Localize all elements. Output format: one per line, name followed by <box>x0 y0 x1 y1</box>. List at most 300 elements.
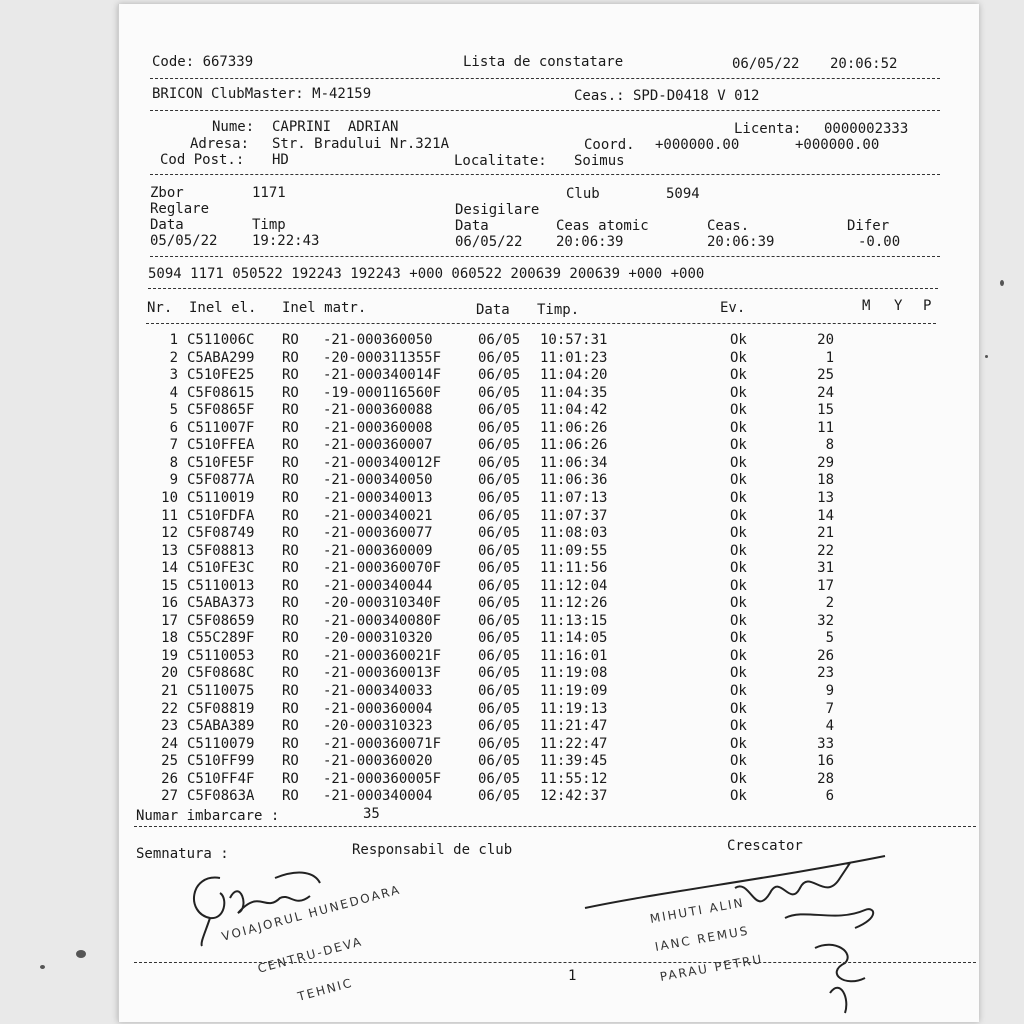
table-row <box>0 525 1024 542</box>
event-status: Ok <box>730 489 747 506</box>
ring-number: -21-000360077 <box>323 525 433 542</box>
position: 31 <box>817 560 834 577</box>
arrival-time: 11:06:36 <box>540 472 608 489</box>
event-status: Ok <box>730 647 747 664</box>
electronic-ring: C510FF4F <box>187 770 255 787</box>
position: 5 <box>825 630 834 647</box>
arrival-date: 06/05 <box>478 595 521 612</box>
license-number: 0000002333 <box>824 121 909 137</box>
stamp-left-line3: TEHNIC <box>296 975 355 1004</box>
event-status: Ok <box>730 349 747 366</box>
ring-number: -20-000310320 <box>323 630 433 647</box>
clock-label: Ceas. <box>707 218 750 234</box>
atomic-clock-time: 20:06:39 <box>556 234 624 250</box>
ring-number: -21-000360071F <box>323 735 442 752</box>
club-responsible-label: Responsabil de club <box>352 842 513 858</box>
ring-number: -21-000340012F <box>323 454 442 471</box>
event-status: Ok <box>730 437 747 454</box>
ring-country: RO <box>282 542 299 559</box>
ring-country: RO <box>282 332 299 348</box>
table-row <box>0 665 1024 682</box>
arrival-time: 11:07:37 <box>540 507 608 524</box>
ring-country: RO <box>282 489 299 506</box>
ring-number: -21-000360020 <box>323 753 433 770</box>
ring-number: -21-000340013 <box>323 489 433 506</box>
row-number: 19 <box>161 647 178 664</box>
arrival-time: 11:06:26 <box>540 419 608 436</box>
arrival-date: 06/05 <box>478 735 521 752</box>
ink-speck <box>76 950 86 958</box>
event-status: Ok <box>730 525 747 542</box>
arrival-date: 06/05 <box>478 367 521 384</box>
table-row <box>0 350 1024 367</box>
position: 7 <box>825 700 834 717</box>
col-ring-number: Inel matr. <box>282 300 367 316</box>
table-row <box>0 455 1024 472</box>
position: 22 <box>817 542 834 559</box>
electronic-ring: C5F08659 <box>187 612 255 629</box>
event-status: Ok <box>730 454 747 471</box>
electronic-ring: C5F0865F <box>187 402 255 419</box>
col-time: Timp. <box>537 302 580 318</box>
ring-country: RO <box>282 683 299 699</box>
stamp-left-line1: VOIAJORUL HUNEDOARA <box>220 882 403 944</box>
position: 9 <box>825 683 834 699</box>
arrival-date: 06/05 <box>478 542 521 559</box>
club-number: 5094 <box>666 186 700 202</box>
ring-number: -21-000340080F <box>323 612 442 629</box>
arrival-date: 06/05 <box>478 402 521 419</box>
arrival-date: 06/05 <box>478 489 521 506</box>
electronic-ring: C510FF99 <box>187 753 255 770</box>
row-number: 5 <box>169 402 178 419</box>
stamp-left-line2: CENTRU-DEVA <box>256 934 365 976</box>
event-status: Ok <box>730 542 747 559</box>
event-status: Ok <box>730 367 747 384</box>
unsealing-date-label: Data <box>455 218 489 234</box>
electronic-ring: C510FE3C <box>187 560 255 577</box>
arrival-date: 06/05 <box>478 454 521 471</box>
row-number: 16 <box>161 595 178 612</box>
setting-label: Reglare <box>150 201 210 217</box>
arrival-date: 06/05 <box>478 788 521 805</box>
arrival-time: 11:19:13 <box>540 700 608 717</box>
owner-name: CAPRINI ADRIAN <box>272 119 399 135</box>
arrival-time: 11:08:03 <box>540 525 608 542</box>
row-number: 2 <box>169 349 178 366</box>
ring-country: RO <box>282 788 299 805</box>
row-number: 18 <box>161 630 178 647</box>
position: 14 <box>817 507 834 524</box>
position: 21 <box>817 525 834 542</box>
arrival-time: 11:12:26 <box>540 595 608 612</box>
electronic-ring: C510FDFA <box>187 507 255 524</box>
arrival-time: 11:55:12 <box>540 770 608 787</box>
divider <box>150 174 940 175</box>
electronic-ring: C5F0863A <box>187 788 255 805</box>
ink-speck <box>985 355 988 358</box>
divider <box>146 323 936 324</box>
row-number: 13 <box>161 542 178 559</box>
table-row <box>0 472 1024 489</box>
ring-number: -21-000360004 <box>323 700 433 717</box>
setting-time-label: Timp <box>252 217 286 233</box>
electronic-ring: C510FFEA <box>187 437 255 454</box>
ring-number: -21-000340033 <box>323 683 433 699</box>
col-nr: Nr. <box>147 300 173 316</box>
ring-number: -21-000360050 <box>323 332 433 348</box>
flight-number: 1171 <box>252 185 286 201</box>
position: 20 <box>817 332 834 348</box>
ring-country: RO <box>282 525 299 542</box>
ring-number: -21-000360008 <box>323 419 433 436</box>
row-number: 26 <box>161 770 178 787</box>
boarding-label: Numar imbarcare : <box>136 808 280 824</box>
position: 24 <box>817 384 834 401</box>
table-row <box>0 630 1024 647</box>
event-status: Ok <box>730 735 747 752</box>
arrival-date: 06/05 <box>478 437 521 454</box>
arrival-date: 06/05 <box>478 384 521 401</box>
table-row <box>0 736 1024 753</box>
arrival-date: 06/05 <box>478 525 521 542</box>
arrival-date: 06/05 <box>478 419 521 436</box>
arrival-date: 06/05 <box>478 753 521 770</box>
arrival-time: 11:11:56 <box>540 560 608 577</box>
ring-number: -21-000360013F <box>323 665 442 682</box>
electronic-ring: C511006C <box>187 332 255 348</box>
event-status: Ok <box>730 718 747 735</box>
electronic-ring: C55C289F <box>187 630 255 647</box>
position: 1 <box>825 349 834 366</box>
event-status: Ok <box>730 560 747 577</box>
electronic-ring: C511007F <box>187 419 255 436</box>
ring-number: -21-000360070F <box>323 560 442 577</box>
table-row <box>0 648 1024 665</box>
electronic-ring: C5110013 <box>187 577 255 594</box>
divider <box>134 826 976 827</box>
position: 28 <box>817 770 834 787</box>
table-row <box>0 788 1024 805</box>
coord-label: Coord. <box>584 137 635 153</box>
divider <box>150 256 940 257</box>
ring-country: RO <box>282 665 299 682</box>
arrival-time: 11:09:55 <box>540 542 608 559</box>
divider <box>134 962 976 963</box>
ring-number: -21-000360009 <box>323 542 433 559</box>
clock-time: 20:06:39 <box>707 234 775 250</box>
electronic-ring: C5F0877A <box>187 472 255 489</box>
table-row <box>0 508 1024 525</box>
stamp-right-line1: MIHUTI ALIN <box>648 895 746 926</box>
ring-country: RO <box>282 595 299 612</box>
electronic-ring: C5F0868C <box>187 665 255 682</box>
breeder-label: Crescator <box>727 838 803 854</box>
row-number: 14 <box>161 560 178 577</box>
position: 26 <box>817 647 834 664</box>
owner-address: Str. Bradului Nr.321A <box>272 136 450 152</box>
ring-number: -21-000360007 <box>323 437 433 454</box>
postcode: HD <box>272 152 289 168</box>
row-number: 3 <box>169 367 178 384</box>
event-status: Ok <box>730 665 747 682</box>
arrival-date: 06/05 <box>478 700 521 717</box>
divider <box>150 110 940 111</box>
arrival-time: 11:14:05 <box>540 630 608 647</box>
electronic-ring: C5F08813 <box>187 542 255 559</box>
col-m: M <box>862 298 871 314</box>
event-status: Ok <box>730 683 747 699</box>
table-row <box>0 718 1024 735</box>
difference-label: Difer <box>847 218 890 234</box>
row-number: 27 <box>161 788 178 805</box>
ring-number: -21-000340050 <box>323 472 433 489</box>
divider <box>150 78 940 79</box>
electronic-ring: C510FE25 <box>187 367 255 384</box>
row-number: 20 <box>161 665 178 682</box>
event-status: Ok <box>730 612 747 629</box>
position: 32 <box>817 612 834 629</box>
electronic-ring: C5ABA299 <box>187 349 255 366</box>
device-id: BRICON ClubMaster: M-42159 <box>152 86 372 102</box>
arrival-date: 06/05 <box>478 647 521 664</box>
address-label: Adresa: <box>190 136 250 152</box>
arrival-time: 11:04:20 <box>540 367 608 384</box>
event-status: Ok <box>730 507 747 524</box>
table-row <box>0 613 1024 630</box>
arrival-time: 11:21:47 <box>540 718 608 735</box>
electronic-ring: C5110053 <box>187 647 255 664</box>
position: 17 <box>817 577 834 594</box>
ring-number: -21-000340021 <box>323 507 433 524</box>
event-status: Ok <box>730 788 747 805</box>
locality: Soimus <box>574 153 625 169</box>
ink-speck <box>1000 280 1004 286</box>
row-number: 21 <box>161 683 178 699</box>
event-status: Ok <box>730 770 747 787</box>
table-row <box>0 437 1024 454</box>
setting-date-label: Data <box>150 217 184 233</box>
event-status: Ok <box>730 577 747 594</box>
ring-country: RO <box>282 349 299 366</box>
unsealing-label: Desigilare <box>455 202 540 218</box>
arrival-time: 11:01:23 <box>540 349 608 366</box>
stamp-right-line3: PARAU PETRU <box>658 951 765 984</box>
electronic-ring: C5ABA389 <box>187 718 255 735</box>
ring-country: RO <box>282 454 299 471</box>
ring-country: RO <box>282 507 299 524</box>
arrival-date: 06/05 <box>478 770 521 787</box>
position: 6 <box>825 788 834 805</box>
atomic-clock-label: Ceas atomic <box>556 218 649 234</box>
col-date: Data <box>476 302 510 318</box>
row-number: 25 <box>161 753 178 770</box>
ring-number: -21-000340044 <box>323 577 433 594</box>
coord-2: +000000.00 <box>795 137 880 153</box>
page-number: 1 <box>568 968 577 984</box>
arrival-time: 11:13:15 <box>540 612 608 629</box>
ring-country: RO <box>282 437 299 454</box>
row-number: 12 <box>161 525 178 542</box>
row-number: 9 <box>169 472 178 489</box>
ring-country: RO <box>282 402 299 419</box>
arrival-time: 11:07:13 <box>540 489 608 506</box>
table-row <box>0 420 1024 437</box>
position: 4 <box>825 718 834 735</box>
stamp-right-line2: IANC REMUS <box>653 923 751 954</box>
electronic-ring: C5110079 <box>187 735 255 752</box>
arrival-date: 06/05 <box>478 612 521 629</box>
event-status: Ok <box>730 753 747 770</box>
ring-number: -21-000360088 <box>323 402 433 419</box>
clock-id: Ceas.: SPD-D0418 V 012 <box>574 88 760 104</box>
table-row <box>0 683 1024 700</box>
event-status: Ok <box>730 402 747 419</box>
arrival-date: 06/05 <box>478 665 521 682</box>
col-y: Y <box>894 298 903 314</box>
ring-country: RO <box>282 630 299 647</box>
electronic-ring: C5110075 <box>187 683 255 699</box>
table-row <box>0 701 1024 718</box>
ring-number: -20-000310340F <box>323 595 442 612</box>
event-status: Ok <box>730 595 747 612</box>
position: 2 <box>825 595 834 612</box>
electronic-ring: C5F08615 <box>187 384 255 401</box>
table-row <box>0 753 1024 770</box>
arrival-time: 11:39:45 <box>540 753 608 770</box>
ring-country: RO <box>282 560 299 577</box>
arrival-date: 06/05 <box>478 683 521 699</box>
event-status: Ok <box>730 384 747 401</box>
arrival-date: 06/05 <box>478 577 521 594</box>
clock-difference: -0.00 <box>858 234 901 250</box>
setting-time: 19:22:43 <box>252 233 320 249</box>
name-label: Nume: <box>212 119 255 135</box>
arrival-time: 11:12:04 <box>540 577 608 594</box>
coord-1: +000000.00 <box>655 137 740 153</box>
row-number: 7 <box>169 437 178 454</box>
col-event: Ev. <box>720 300 746 316</box>
ring-country: RO <box>282 647 299 664</box>
position: 29 <box>817 454 834 471</box>
col-p: P <box>923 298 932 314</box>
table-row <box>0 595 1024 612</box>
position: 18 <box>817 472 834 489</box>
row-number: 15 <box>161 577 178 594</box>
ring-country: RO <box>282 367 299 384</box>
ring-number: -20-000311355F <box>323 349 442 366</box>
row-number: 17 <box>161 612 178 629</box>
position: 16 <box>817 753 834 770</box>
row-number: 22 <box>161 700 178 717</box>
arrival-time: 11:16:01 <box>540 647 608 664</box>
ring-country: RO <box>282 770 299 787</box>
ring-number: -21-000340004 <box>323 788 433 805</box>
arrival-date: 06/05 <box>478 630 521 647</box>
flight-code-line: 5094 1171 050522 192243 192243 +000 060522 200639 200639 +000 +000 <box>148 266 705 282</box>
arrival-time: 11:19:09 <box>540 683 608 699</box>
ring-number: -21-000360021F <box>323 647 442 664</box>
event-status: Ok <box>730 419 747 436</box>
arrival-time: 10:57:31 <box>540 332 608 348</box>
arrival-date: 06/05 <box>478 332 521 348</box>
table-row <box>0 332 1024 349</box>
electronic-ring: C5F08749 <box>187 525 255 542</box>
table-row <box>0 490 1024 507</box>
ring-country: RO <box>282 472 299 489</box>
arrival-time: 11:19:08 <box>540 665 608 682</box>
arrival-date: 06/05 <box>478 718 521 735</box>
electronic-ring: C5ABA373 <box>187 595 255 612</box>
club-label: Club <box>566 186 600 202</box>
report-code: Code: 667339 <box>152 54 254 70</box>
table-row <box>0 385 1024 402</box>
table-row <box>0 543 1024 560</box>
table-row <box>0 578 1024 595</box>
table-row <box>0 771 1024 788</box>
report-date: 06/05/22 <box>732 56 800 72</box>
arrival-time: 11:06:34 <box>540 454 608 471</box>
ring-number: -21-000360005F <box>323 770 442 787</box>
signature-label: Semnatura : <box>136 846 229 862</box>
arrival-time: 11:04:42 <box>540 402 608 419</box>
setting-date: 05/05/22 <box>150 233 218 249</box>
postcode-label: Cod Post.: <box>160 152 245 168</box>
ring-number: -20-000310323 <box>323 718 433 735</box>
row-number: 24 <box>161 735 178 752</box>
col-electronic-ring: Inel el. <box>189 300 257 316</box>
event-status: Ok <box>730 700 747 717</box>
row-number: 4 <box>169 384 178 401</box>
license-label: Licenta: <box>734 121 802 137</box>
row-number: 8 <box>169 454 178 471</box>
arrival-date: 06/05 <box>478 472 521 489</box>
divider <box>148 288 938 289</box>
ring-country: RO <box>282 612 299 629</box>
ring-number: -21-000340014F <box>323 367 442 384</box>
arrival-date: 06/05 <box>478 507 521 524</box>
ring-country: RO <box>282 384 299 401</box>
ring-country: RO <box>282 419 299 436</box>
table-row <box>0 367 1024 384</box>
arrival-time: 11:22:47 <box>540 735 608 752</box>
ink-speck <box>40 965 45 969</box>
electronic-ring: C5110019 <box>187 489 255 506</box>
arrival-time: 11:04:35 <box>540 384 608 401</box>
row-number: 1 <box>169 332 178 348</box>
position: 25 <box>817 367 834 384</box>
event-status: Ok <box>730 332 747 348</box>
row-number: 10 <box>161 489 178 506</box>
position: 15 <box>817 402 834 419</box>
flight-label: Zbor <box>150 185 184 201</box>
table-row <box>0 402 1024 419</box>
position: 13 <box>817 489 834 506</box>
row-number: 11 <box>161 507 178 524</box>
ring-number: -19-000116560F <box>323 384 442 401</box>
position: 11 <box>817 419 834 436</box>
ring-country: RO <box>282 577 299 594</box>
report-time: 20:06:52 <box>830 56 898 72</box>
row-number: 6 <box>169 419 178 436</box>
ring-country: RO <box>282 753 299 770</box>
electronic-ring: C510FE5F <box>187 454 255 471</box>
event-status: Ok <box>730 472 747 489</box>
boarding-count: 35 <box>363 806 380 822</box>
locality-label: Localitate: <box>454 153 547 169</box>
arrival-time: 12:42:37 <box>540 788 608 805</box>
position: 33 <box>817 735 834 752</box>
